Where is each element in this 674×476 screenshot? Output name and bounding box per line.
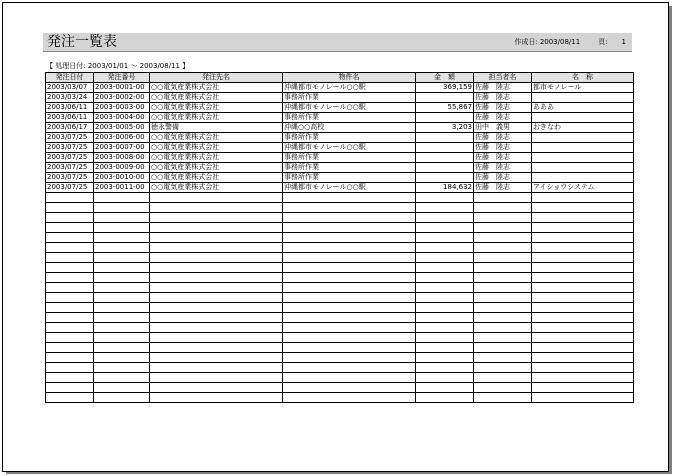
table-row xyxy=(46,163,634,173)
cell-empty xyxy=(150,353,283,363)
cell-amount xyxy=(416,153,474,163)
cell-property: 事務所作業 xyxy=(283,163,416,173)
cell-empty xyxy=(532,393,634,403)
cell-empty xyxy=(150,243,283,253)
cell-empty xyxy=(94,203,150,213)
cell-empty xyxy=(283,393,416,403)
cell-order-number: 2003-0004-00 xyxy=(94,113,150,123)
cell-empty xyxy=(532,243,634,253)
table-row-empty xyxy=(46,193,634,203)
cell-empty xyxy=(150,293,283,303)
cell-amount xyxy=(416,173,474,183)
cell-empty xyxy=(46,223,94,233)
table-row-empty xyxy=(46,303,634,313)
cell-empty xyxy=(150,253,283,263)
cell-empty xyxy=(283,203,416,213)
cell-empty xyxy=(283,343,416,353)
cell-empty xyxy=(532,373,634,383)
cell-empty xyxy=(532,193,634,203)
table-row-empty xyxy=(46,333,634,343)
cell-empty xyxy=(283,383,416,393)
cell-empty xyxy=(283,293,416,303)
cell-empty xyxy=(416,323,474,333)
cell-empty xyxy=(532,333,634,343)
cell-order-number: 2003-0001-00 xyxy=(94,83,150,93)
header-order-number: 発注番号 xyxy=(94,73,150,83)
cell-empty xyxy=(474,193,532,203)
cell-empty xyxy=(283,253,416,263)
cell-empty xyxy=(474,233,532,243)
table-row-empty xyxy=(46,393,634,403)
cell-empty xyxy=(416,393,474,403)
cell-person: 佐藤 陸志 xyxy=(474,103,532,113)
cell-name: 都市モノレール xyxy=(532,83,634,93)
cell-name xyxy=(532,113,634,123)
cell-supplier: ○○電気産業株式会社 xyxy=(150,113,283,123)
cell-empty xyxy=(150,333,283,343)
table-row-empty xyxy=(46,343,634,353)
cell-order-date: 2003/06/17 xyxy=(46,123,94,133)
cell-order-date: 2003/07/25 xyxy=(46,143,94,153)
period-label: 【 処理日付: xyxy=(46,62,86,70)
cell-property: 事務所作業 xyxy=(283,113,416,123)
cell-person: 佐藤 陸志 xyxy=(474,83,532,93)
cell-empty xyxy=(94,313,150,323)
cell-order-number: 2003-0002-00 xyxy=(94,93,150,103)
table-row-empty xyxy=(46,293,634,303)
cell-empty xyxy=(94,333,150,343)
cell-empty xyxy=(416,353,474,363)
table-row-empty xyxy=(46,323,634,333)
cell-empty xyxy=(46,283,94,293)
cell-empty xyxy=(474,303,532,313)
cell-order-number: 2003-0007-00 xyxy=(94,143,150,153)
cell-empty xyxy=(416,333,474,343)
cell-empty xyxy=(532,323,634,333)
cell-person: 佐藤 陸志 xyxy=(474,163,532,173)
cell-property: 事務所作業 xyxy=(283,93,416,103)
cell-empty xyxy=(46,293,94,303)
cell-empty xyxy=(150,273,283,283)
cell-name xyxy=(532,143,634,153)
cell-empty xyxy=(46,393,94,403)
cell-order-number: 2003-0006-00 xyxy=(94,133,150,143)
page-number: 1 xyxy=(621,38,626,46)
report-title: 発注一覧表 xyxy=(47,34,117,50)
cell-empty xyxy=(532,203,634,213)
cell-empty xyxy=(150,263,283,273)
cell-empty xyxy=(94,233,150,243)
table-row xyxy=(46,123,634,133)
cell-empty xyxy=(532,263,634,273)
cell-empty xyxy=(150,383,283,393)
cell-empty xyxy=(532,353,634,363)
cell-empty xyxy=(474,263,532,273)
cell-empty xyxy=(94,383,150,393)
cell-empty xyxy=(46,193,94,203)
cell-empty xyxy=(46,313,94,323)
cell-empty xyxy=(150,203,283,213)
cell-empty xyxy=(46,303,94,313)
cell-empty xyxy=(416,383,474,393)
page-label: 頁: xyxy=(598,38,608,46)
cell-empty xyxy=(532,253,634,263)
cell-empty xyxy=(416,223,474,233)
cell-empty xyxy=(532,233,634,243)
cell-empty xyxy=(150,363,283,373)
cell-empty xyxy=(94,393,150,403)
table-row-empty xyxy=(46,383,634,393)
cell-empty xyxy=(474,393,532,403)
cell-empty xyxy=(283,233,416,243)
table-row-empty xyxy=(46,203,634,213)
cell-empty xyxy=(283,273,416,283)
cell-order-number: 2003-0005-00 xyxy=(94,123,150,133)
cell-empty xyxy=(474,283,532,293)
cell-empty xyxy=(416,343,474,353)
table-row xyxy=(46,143,634,153)
cell-name xyxy=(532,173,634,183)
cell-empty xyxy=(283,353,416,363)
cell-supplier: ○○電気産業株式会社 xyxy=(150,183,283,193)
table-row-empty xyxy=(46,353,634,363)
cell-empty xyxy=(416,273,474,283)
cell-empty xyxy=(94,223,150,233)
cell-order-date: 2003/06/11 xyxy=(46,113,94,123)
cell-supplier: ○○電気産業株式会社 xyxy=(150,153,283,163)
cell-empty xyxy=(474,273,532,283)
header-amount: 金 額 xyxy=(416,73,474,83)
header-person: 担当者名 xyxy=(474,73,532,83)
cell-empty xyxy=(416,293,474,303)
cell-person: 佐藤 陸志 xyxy=(474,113,532,123)
cell-supplier: ○○電気産業株式会社 xyxy=(150,173,283,183)
cell-amount xyxy=(416,133,474,143)
cell-person: 佐藤 陸志 xyxy=(474,143,532,153)
cell-empty xyxy=(94,353,150,363)
cell-property: 沖縄都市モノレール○○駅 xyxy=(283,83,416,93)
cell-order-date: 2003/07/25 xyxy=(46,153,94,163)
cell-empty xyxy=(150,233,283,243)
table-row-empty xyxy=(46,313,634,323)
cell-property: 沖縄都市モノレール○○駅 xyxy=(283,143,416,153)
order-table xyxy=(45,72,634,403)
period-value: 2003/01/01 ～ 2003/08/11 】 xyxy=(87,62,190,70)
cell-supplier: ○○電気産業株式会社 xyxy=(150,93,283,103)
table-row-empty xyxy=(46,213,634,223)
cell-empty xyxy=(532,223,634,233)
cell-empty xyxy=(283,373,416,383)
cell-empty xyxy=(46,383,94,393)
cell-name: アイショウシステム xyxy=(532,183,634,193)
cell-empty xyxy=(150,213,283,223)
cell-empty xyxy=(94,213,150,223)
cell-empty xyxy=(474,343,532,353)
cell-empty xyxy=(94,373,150,383)
table-row-empty xyxy=(46,273,634,283)
cell-empty xyxy=(283,313,416,323)
cell-property: 事務所作業 xyxy=(283,173,416,183)
cell-amount: 184,632 xyxy=(416,183,474,193)
cell-amount xyxy=(416,113,474,123)
cell-empty xyxy=(474,383,532,393)
cell-empty xyxy=(46,323,94,333)
table-row-empty xyxy=(46,243,634,253)
cell-empty xyxy=(94,303,150,313)
cell-empty xyxy=(283,363,416,373)
cell-property: 沖縄○○高校 xyxy=(283,123,416,133)
header-name: 名 称 xyxy=(532,73,634,83)
cell-empty xyxy=(474,353,532,363)
cell-empty xyxy=(94,253,150,263)
cell-empty xyxy=(474,243,532,253)
header-order-date: 発注日付 xyxy=(46,73,94,83)
cell-empty xyxy=(150,223,283,233)
cell-amount xyxy=(416,143,474,153)
cell-order-date: 2003/03/24 xyxy=(46,93,94,103)
table-row-empty xyxy=(46,363,634,373)
cell-order-number: 2003-0003-00 xyxy=(94,103,150,113)
table-row-empty xyxy=(46,233,634,243)
created-label: 作成日: xyxy=(514,38,538,46)
table-row xyxy=(46,93,634,103)
cell-name: あああ xyxy=(532,103,634,113)
created-date: 2003/08/11 xyxy=(539,38,581,46)
cell-empty xyxy=(46,373,94,383)
cell-empty xyxy=(416,193,474,203)
cell-order-number: 2003-0009-00 xyxy=(94,163,150,173)
cell-amount: 3,203 xyxy=(416,123,474,133)
cell-empty xyxy=(283,323,416,333)
table-row xyxy=(46,183,634,193)
cell-empty xyxy=(532,283,634,293)
cell-empty xyxy=(150,283,283,293)
table-row xyxy=(46,103,634,113)
cell-order-number: 2003-0011-00 xyxy=(94,183,150,193)
cell-name xyxy=(532,133,634,143)
cell-name xyxy=(532,153,634,163)
cell-empty xyxy=(46,333,94,343)
cell-empty xyxy=(416,373,474,383)
cell-empty xyxy=(94,293,150,303)
cell-order-number: 2003-0008-00 xyxy=(94,153,150,163)
cell-empty xyxy=(532,343,634,353)
cell-order-date: 2003/07/25 xyxy=(46,163,94,173)
cell-empty xyxy=(46,343,94,353)
cell-empty xyxy=(94,263,150,273)
cell-order-date: 2003/06/11 xyxy=(46,103,94,113)
cell-empty xyxy=(416,203,474,213)
table-row-empty xyxy=(46,263,634,273)
cell-empty xyxy=(150,323,283,333)
report-header xyxy=(43,33,632,52)
cell-supplier: ○○電気産業株式会社 xyxy=(150,83,283,93)
cell-empty xyxy=(283,263,416,273)
cell-empty xyxy=(46,263,94,273)
cell-empty xyxy=(283,303,416,313)
cell-empty xyxy=(46,353,94,363)
cell-property: 事務所作業 xyxy=(283,153,416,163)
cell-empty xyxy=(474,323,532,333)
cell-person: 田中 義男 xyxy=(474,123,532,133)
cell-empty xyxy=(474,223,532,233)
cell-empty xyxy=(150,303,283,313)
cell-supplier: ○○電気産業株式会社 xyxy=(150,103,283,113)
cell-order-date: 2003/07/25 xyxy=(46,183,94,193)
cell-amount: 55,867 xyxy=(416,103,474,113)
cell-empty xyxy=(94,243,150,253)
cell-empty xyxy=(416,313,474,323)
cell-empty xyxy=(94,273,150,283)
cell-supplier: ○○電気産業株式会社 xyxy=(150,163,283,173)
cell-person: 佐藤 陸志 xyxy=(474,183,532,193)
cell-empty xyxy=(94,193,150,203)
cell-empty xyxy=(474,333,532,343)
table-row-empty xyxy=(46,253,634,263)
cell-empty xyxy=(532,363,634,373)
cell-person: 佐藤 陸志 xyxy=(474,173,532,183)
cell-amount xyxy=(416,93,474,103)
cell-empty xyxy=(416,253,474,263)
cell-empty xyxy=(283,193,416,203)
cell-supplier: ○○電気産業株式会社 xyxy=(150,143,283,153)
report-meta xyxy=(512,33,626,51)
header-supplier: 発注先名 xyxy=(150,73,283,83)
cell-empty xyxy=(46,243,94,253)
cell-empty xyxy=(46,253,94,263)
cell-empty xyxy=(46,213,94,223)
cell-empty xyxy=(532,383,634,393)
cell-empty xyxy=(416,233,474,243)
cell-empty xyxy=(532,213,634,223)
cell-amount xyxy=(416,163,474,173)
cell-empty xyxy=(416,213,474,223)
cell-empty xyxy=(150,343,283,353)
cell-empty xyxy=(416,263,474,273)
cell-person: 佐藤 陸志 xyxy=(474,153,532,163)
cell-order-number: 2003-0010-00 xyxy=(94,173,150,183)
cell-empty xyxy=(283,213,416,223)
cell-person: 佐藤 陸志 xyxy=(474,133,532,143)
period-range xyxy=(46,62,189,71)
cell-name xyxy=(532,93,634,103)
cell-empty xyxy=(46,273,94,283)
cell-empty xyxy=(150,313,283,323)
table-header-row xyxy=(46,73,634,83)
table-row-empty xyxy=(46,283,634,293)
cell-empty xyxy=(474,213,532,223)
cell-empty xyxy=(532,313,634,323)
table-row-empty xyxy=(46,223,634,233)
cell-order-date: 2003/07/25 xyxy=(46,133,94,143)
cell-empty xyxy=(532,273,634,283)
cell-supplier: 徳永警備 xyxy=(150,123,283,133)
table-row xyxy=(46,83,634,93)
cell-empty xyxy=(283,223,416,233)
cell-name: おきなわ xyxy=(532,123,634,133)
cell-empty xyxy=(416,283,474,293)
cell-empty xyxy=(474,203,532,213)
cell-empty xyxy=(46,363,94,373)
cell-property: 沖縄都市モノレール○○駅 xyxy=(283,103,416,113)
cell-empty xyxy=(283,333,416,343)
table-row xyxy=(46,173,634,183)
cell-empty xyxy=(46,203,94,213)
cell-empty xyxy=(474,363,532,373)
table-row xyxy=(46,133,634,143)
cell-person: 佐藤 陸志 xyxy=(474,93,532,103)
cell-empty xyxy=(150,193,283,203)
cell-empty xyxy=(416,303,474,313)
cell-empty xyxy=(532,293,634,303)
cell-empty xyxy=(474,293,532,303)
cell-amount: 369,159 xyxy=(416,83,474,93)
cell-empty xyxy=(94,343,150,353)
cell-empty xyxy=(94,363,150,373)
cell-empty xyxy=(283,243,416,253)
cell-order-date: 2003/03/07 xyxy=(46,83,94,93)
cell-empty xyxy=(416,243,474,253)
cell-empty xyxy=(46,233,94,243)
cell-property: 沖縄都市モノレール○○駅 xyxy=(283,183,416,193)
cell-empty xyxy=(474,373,532,383)
cell-empty xyxy=(94,323,150,333)
table-row-empty xyxy=(46,373,634,383)
cell-empty xyxy=(283,283,416,293)
table-row xyxy=(46,153,634,163)
cell-name xyxy=(532,163,634,173)
cell-empty xyxy=(150,393,283,403)
table-row xyxy=(46,113,634,123)
table-body xyxy=(46,83,634,403)
cell-empty xyxy=(474,253,532,263)
cell-empty xyxy=(416,363,474,373)
header-property: 物件名 xyxy=(283,73,416,83)
cell-supplier: ○○電気産業株式会社 xyxy=(150,133,283,143)
cell-empty xyxy=(474,313,532,323)
cell-order-date: 2003/07/25 xyxy=(46,173,94,183)
cell-empty xyxy=(94,283,150,293)
cell-empty xyxy=(532,303,634,313)
cell-empty xyxy=(150,373,283,383)
cell-property: 事務所作業 xyxy=(283,133,416,143)
